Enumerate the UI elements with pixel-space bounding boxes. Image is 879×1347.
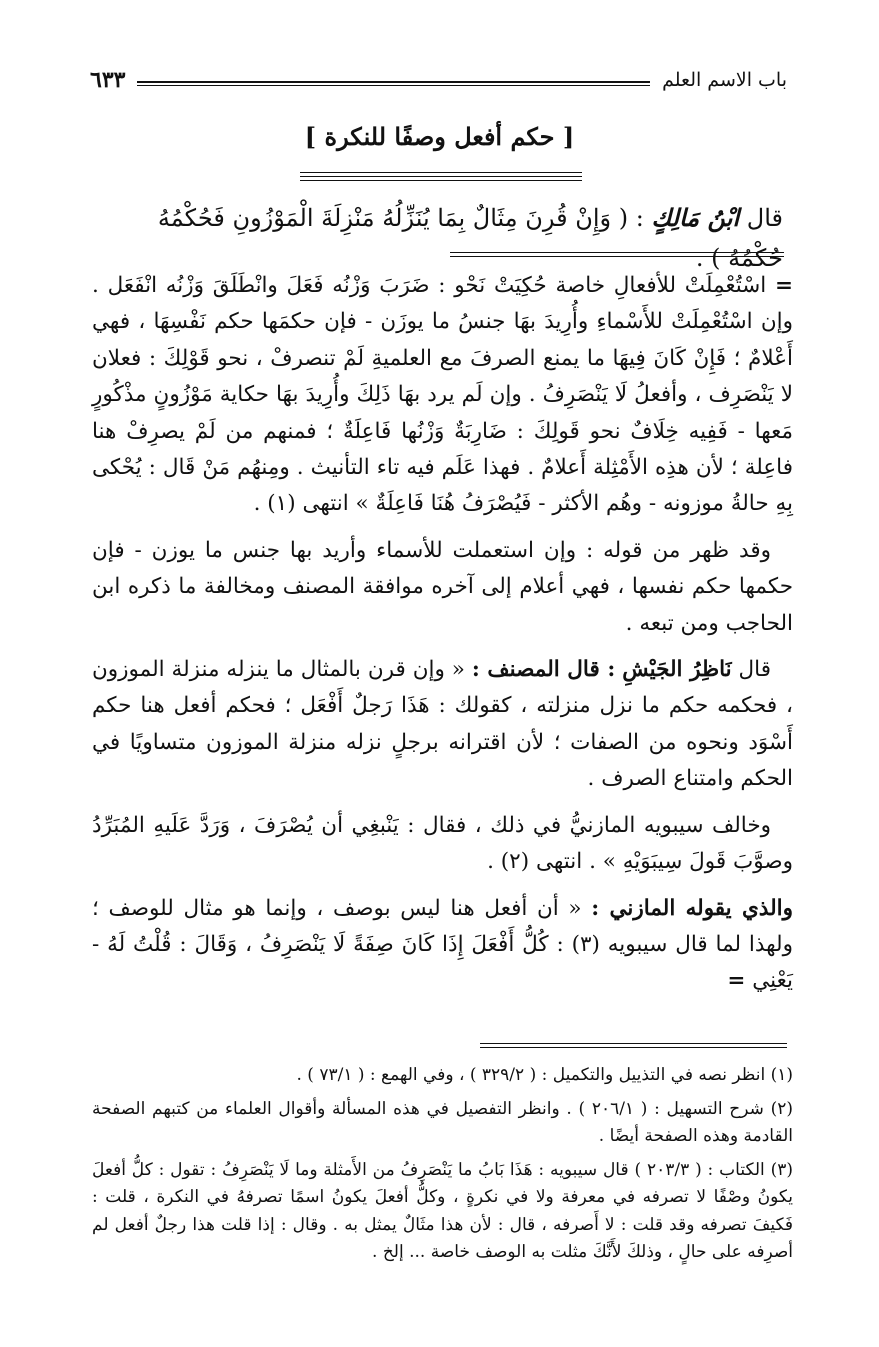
paragraph-text: « أن أفعل هنا ليس بوصف ، وإنما هو مثال للوصف ؛ ولهذا لما قال سيبويه (٣) : كُلُّ أَفْعَلَ إِذَا كَانَ صِفَةً لَا يَنْصَرِفُ ، وَقَالَ : قُلْتُ لَهُ - يَعْنِي (92, 895, 793, 994)
header-rule (137, 81, 650, 83)
intro-prefix: قال (746, 204, 783, 232)
footnote-rule-second (480, 1047, 787, 1048)
continuation-marker: = (774, 273, 793, 298)
paragraph-5 (92, 891, 793, 1000)
paragraph-text: « وإن قرن بالمثال ما ينزله منزلة الموزون ، فحكمه حكم ما نزل منزلته ، كقولك : هَذَا رَجلٌ أَفْعَل ؛ فحكم أفعل هنا حكم أَسْوَد ونحوه من الصفات ؛ لأن اقترانه برجلٍ نزله منزلة الموزون متساويًا في الحكم وامتناع الصرف . (92, 657, 793, 792)
intro-quote-text: : ( وَإِنْ قُرِنَ مِثَالٌ بِمَا يُنَزِّلُهُ مَنْزِلَةَ الْمَوْزُونِ فَحُكْمُهُ حُكْمُهُ ) . (157, 204, 783, 272)
intro-speaker: ابْنُ مَالِكٍ (651, 203, 740, 232)
main-text (92, 268, 793, 1010)
paragraph-label: والذي يقوله المازني : (591, 895, 793, 921)
intro-rule-second (450, 256, 784, 257)
paragraph-1 (92, 268, 793, 523)
paragraph-text: اسْتُعْمِلَتْ للأفعالِ خاصة حُكِيَتْ نَحْو : ضَرَبَ وَزْنُه فَعَلَ وانْطَلَقَ وَزْنُه انْفَعَل . وإن اسْتُعْمِلَتْ للأَسْماءِ وأُرِيدَ بهَا جنسُ ما يوزَن - فإن حكمَها حكم نَفْسِهَا ، فهي أَعْلامٌ ؛ فَإِنْ كَانَ فِيهَا ما يمنع الصرفَ مع العلميةِ لَمْ تنصرفْ ، نحو قَوْلِكَ : فعلان لا يَنْصَرِف ، وأفعلُ لَا يَنْصَرِفُ . وإن لَم يرد بهَا ذَلِكَ وأُرِيدَ بهَا حكاية مَوْزُونٍ مذْكُورٍ مَعها - فَفِيه خِلَافٌ نحو قَولِكَ : ضَارِبَةٌ وَزْنُها فَاعِلَةٌ ؛ فمنهم من لَمْ يصرِفْ هنا فاعِلة ؛ لأن هذِه الأَمْثِلة أَعلامٌ . فهذا عَلَم فيه تاء التأنيث . ومِنهُم مَنْ قَال : يُحْكى بِهِ حالةُ موزونه - وهُم الأكثر - فَيُصْرَفُ هُنَا فَاعِلَةٌ » انتهى (١) . (92, 273, 793, 517)
page-number: ٦٣٣ (90, 67, 126, 93)
paragraph-4 (92, 808, 793, 881)
intro-rule (450, 252, 784, 253)
footnote-rule (480, 1043, 787, 1044)
title-rules (300, 172, 582, 184)
running-title: باب الاسم العلم (662, 69, 787, 91)
paragraph-2 (92, 533, 793, 642)
footnote-3: (٣) الكتاب : ( ٢٠٣/٣ ) قال سيبويه : هَذَا بَابُ ما يَنْصَرِفُ من الأَمثلة وما لَا يَنْصَرِفُ : تقول : كلُّ أفعلَ يكونُ وصْفًا لا تصرفه في معرفة ولا في نكرةٍ ، وكلُّ أفعلَ يكونُ اسمًا تصرفهُ في النكرة ، قلت : فَكيفَ تصرفه وقد قلت : لا أَصرفه ، قال : لأن هذا مثَالٌ يمثل به . وقال : إذا قلت هذا رجلٌ أفعل لم أصرِفه على حالٍ ، وذلكَ لأَنَّكَ مثلت به الوصف خاصة ... إلخ . (92, 1159, 794, 1262)
continuation-marker-end: = (727, 968, 746, 994)
paragraph-speaker: نَاظِرُ الجَيْشِ (622, 657, 732, 683)
paragraph-label: : قال المصنف : (471, 657, 616, 683)
section-title: [ حكم أفعل وصفًا للنكرة ] (304, 122, 575, 151)
running-header (90, 60, 787, 100)
footnote-2: (٢) شرح التسهيل : ( ٢٠٦/١ ) . وانظر التفصيل في هذه المسألة وأقوال العلماء من كتبهم الصفحة القادمة وهذه الصفحة أيضًا . (92, 1098, 793, 1146)
footnotes (92, 1062, 793, 1273)
paragraph-prefix: قال (738, 657, 771, 683)
footnote-1: (١) انظر نصه في التذييل والتكميل : ( ٣٢٩/٢ ) ، وفي الهمع : ( ٧٣/١ ) . (296, 1065, 793, 1085)
intro-quote (110, 198, 783, 278)
paragraph-3 (92, 652, 793, 798)
paragraph-text: وخالف سيبويه المازنيُّ في ذلك ، فقال : يَنْبغِي أن يُصْرَفَ ، وَرَدَّ عَلَيهِ المُبَرِّدُ وصوَّبَ قَولَ سِيبَوَيْهِ » . انتهى (٢) . (92, 812, 793, 875)
paragraph-text: وقد ظهر من قوله : وإن استعملت للأسماء وأريد بها جنس ما يوزن - فإن حكمها حكم نفسها ، فهي أعلام إلى آخره موافقة المصنف ومخالفة ما ذكره ابن الحاجب ومن تبعه . (92, 537, 793, 636)
